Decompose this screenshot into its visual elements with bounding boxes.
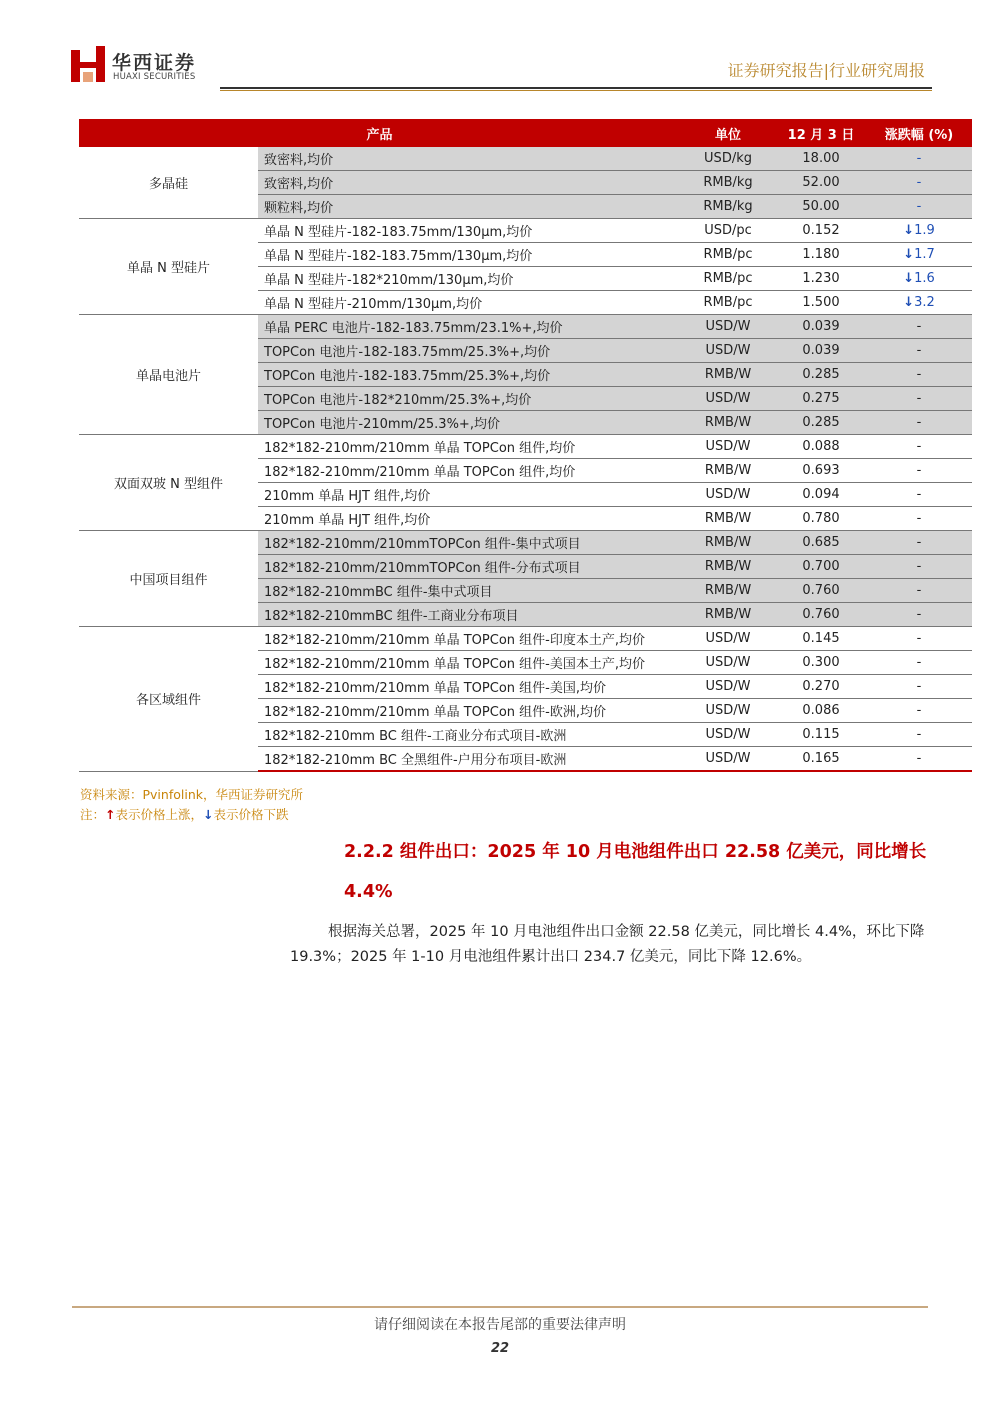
unit-cell: USD/kg: [680, 147, 776, 171]
col-header-date: 12 月 3 日: [776, 119, 866, 147]
product-cell: 致密料,均价: [258, 147, 680, 171]
product-cell: TOPCon 电池片-182-183.75mm/25.3%+,均价: [258, 339, 680, 363]
product-cell: 颗粒料,均价: [258, 195, 680, 219]
header-divider-gold: [220, 90, 932, 91]
unit-cell: RMB/pc: [680, 243, 776, 267]
change-cell: -: [866, 579, 972, 603]
product-cell: 单晶 PERC 电池片-182-183.75mm/23.1%+,均价: [258, 315, 680, 339]
change-cell: -: [866, 147, 972, 171]
unit-cell: RMB/W: [680, 579, 776, 603]
product-cell: 单晶 N 型硅片-210mm/130μm,均价: [258, 291, 680, 315]
unit-cell: RMB/W: [680, 531, 776, 555]
logo-chinese-name: 华西证券: [112, 52, 197, 74]
table-row: [79, 315, 972, 339]
table-row: [79, 219, 972, 243]
product-cell: TOPCon 电池片-182-183.75mm/25.3%+,均价: [258, 363, 680, 387]
product-cell: 单晶 N 型硅片-182*210mm/130μm,均价: [258, 267, 680, 291]
change-cell: -: [866, 195, 972, 219]
product-cell: 182*182-210mm/210mm 单晶 TOPCon 组件-美国本土产,均价: [258, 651, 680, 675]
unit-cell: RMB/kg: [680, 195, 776, 219]
category-cell: 单晶 N 型硅片: [79, 219, 258, 315]
col-header-unit: 单位: [680, 119, 776, 147]
price-cell: 0.270: [776, 675, 866, 699]
unit-cell: USD/pc: [680, 219, 776, 243]
change-cell: -: [866, 411, 972, 435]
down-legend-text: 表示价格下跌: [213, 807, 289, 822]
price-cell: 1.500: [776, 291, 866, 315]
product-cell: TOPCon 电池片-210mm/25.3%+,均价: [258, 411, 680, 435]
product-cell: 182*182-210mmBC 组件-集中式项目: [258, 579, 680, 603]
table-header-row: [79, 119, 972, 147]
up-legend-text: 表示价格上涨，: [115, 807, 204, 822]
up-arrow-icon: ↑: [105, 807, 116, 822]
change-cell: -: [866, 699, 972, 723]
unit-cell: RMB/W: [680, 603, 776, 627]
product-cell: 182*182-210mm/210mm 单晶 TOPCon 组件-欧洲,均价: [258, 699, 680, 723]
change-cell: [866, 267, 972, 291]
unit-cell: RMB/pc: [680, 291, 776, 315]
down-arrow-icon: ↓: [903, 247, 915, 262]
unit-cell: RMB/W: [680, 507, 776, 531]
change-cell: -: [866, 603, 972, 627]
product-cell: 182*182-210mm/210mmTOPCon 组件-集中式项目: [258, 531, 680, 555]
change-cell: -: [866, 315, 972, 339]
table-row: [79, 435, 972, 459]
down-arrow-icon: ↓: [903, 295, 915, 310]
price-cell: 0.039: [776, 339, 866, 363]
header-divider: [220, 87, 932, 89]
change-cell: -: [866, 531, 972, 555]
price-cell: 0.760: [776, 579, 866, 603]
product-cell: 单晶 N 型硅片-182-183.75mm/130μm,均价: [258, 219, 680, 243]
down-arrow-icon: ↓: [903, 271, 915, 286]
product-cell: 182*182-210mm/210mmTOPCon 组件-分布式项目: [258, 555, 680, 579]
price-cell: 50.00: [776, 195, 866, 219]
price-cell: 0.165: [776, 747, 866, 772]
table-row: [79, 531, 972, 555]
change-cell: -: [866, 339, 972, 363]
unit-cell: USD/W: [680, 651, 776, 675]
unit-cell: RMB/W: [680, 363, 776, 387]
legend-note: [80, 805, 303, 825]
price-cell: 0.780: [776, 507, 866, 531]
unit-cell: USD/W: [680, 723, 776, 747]
note-prefix: 注：: [80, 807, 106, 822]
change-cell: -: [866, 171, 972, 195]
section-heading: 2.2.2 组件出口：2025 年 10 月电池组件出口 22.58 亿美元，同比增长 4.4%: [344, 842, 927, 902]
unit-cell: USD/W: [680, 387, 776, 411]
category-cell: 双面双玻 N 型组件: [79, 435, 258, 531]
product-cell: 致密料,均价: [258, 171, 680, 195]
change-cell: [866, 219, 972, 243]
report-type-title: 证券研究报告|行业研究周报: [727, 61, 925, 80]
product-cell: 182*182-210mmBC 组件-工商业分布项目: [258, 603, 680, 627]
category-cell: 多晶硅: [79, 147, 258, 219]
change-cell: -: [866, 627, 972, 651]
product-cell: 182*182-210mm/210mm 单晶 TOPCon 组件,均价: [258, 459, 680, 483]
legal-disclaimer: 请仔细阅读在本报告尾部的重要法律声明: [374, 1317, 626, 1333]
product-cell: 182*182-210mm/210mm 单晶 TOPCon 组件-印度本土产,均价: [258, 627, 680, 651]
footer-divider: [72, 1306, 928, 1308]
table-row: [79, 627, 972, 651]
unit-cell: RMB/W: [680, 459, 776, 483]
price-cell: 0.275: [776, 387, 866, 411]
product-cell: 182*182-210mm/210mm 单晶 TOPCon 组件,均价: [258, 435, 680, 459]
logo-english-name: HUAXI SECURITIES: [113, 72, 196, 82]
unit-cell: USD/W: [680, 627, 776, 651]
body-paragraph: 根据海关总署，2025 年 10 月电池组件出口金额 22.58 亿美元，同比增长 4.4%，环比下降 19.3%；2025 年 1-10 月电池组件累计出口 234.7 亿美元，同比下降 12.6%。: [290, 924, 925, 965]
table-row: [79, 147, 972, 171]
change-cell: -: [866, 651, 972, 675]
product-cell: 182*182-210mm BC 组件-工商业分布式项目-欧洲: [258, 723, 680, 747]
price-cell: 0.145: [776, 627, 866, 651]
change-cell: -: [866, 723, 972, 747]
price-cell: 0.285: [776, 411, 866, 435]
price-cell: 52.00: [776, 171, 866, 195]
product-cell: TOPCon 电池片-182*210mm/25.3%+,均价: [258, 387, 680, 411]
price-cell: 0.152: [776, 219, 866, 243]
change-cell: -: [866, 507, 972, 531]
change-cell: -: [866, 747, 972, 772]
price-cell: 0.039: [776, 315, 866, 339]
table-notes: [80, 785, 303, 825]
price-cell: 0.693: [776, 459, 866, 483]
unit-cell: RMB/W: [680, 555, 776, 579]
page-number: 22: [490, 1341, 510, 1356]
price-cell: 0.300: [776, 651, 866, 675]
change-cell: -: [866, 555, 972, 579]
col-header-product: 产品: [79, 119, 680, 147]
change-cell: -: [866, 459, 972, 483]
change-value: 3.2: [914, 295, 935, 310]
price-table: [79, 119, 972, 772]
change-cell: -: [866, 363, 972, 387]
price-cell: 0.086: [776, 699, 866, 723]
price-cell: 0.685: [776, 531, 866, 555]
down-arrow-icon: ↓: [203, 807, 214, 822]
price-cell: 1.230: [776, 267, 866, 291]
price-cell: 0.088: [776, 435, 866, 459]
unit-cell: RMB/pc: [680, 267, 776, 291]
price-cell: 1.180: [776, 243, 866, 267]
col-header-change: 涨跌幅 (%): [866, 119, 972, 147]
huaxi-logo-icon: [70, 44, 106, 84]
change-cell: [866, 291, 972, 315]
unit-cell: USD/W: [680, 339, 776, 363]
product-cell: 210mm 单晶 HJT 组件,均价: [258, 483, 680, 507]
price-cell: 0.760: [776, 603, 866, 627]
product-cell: 182*182-210mm BC 全黑组件-户用分布项目-欧洲: [258, 747, 680, 772]
unit-cell: RMB/kg: [680, 171, 776, 195]
source-note: 资料来源：Pvinfolink，华西证券研究所: [80, 787, 303, 802]
change-cell: [866, 243, 972, 267]
table-body: [79, 147, 972, 771]
change-cell: -: [866, 483, 972, 507]
change-value: 1.6: [914, 271, 935, 286]
price-cell: 18.00: [776, 147, 866, 171]
price-cell: 0.700: [776, 555, 866, 579]
product-cell: 182*182-210mm/210mm 单晶 TOPCon 组件-美国,均价: [258, 675, 680, 699]
unit-cell: USD/W: [680, 435, 776, 459]
change-cell: -: [866, 675, 972, 699]
price-cell: 0.115: [776, 723, 866, 747]
unit-cell: USD/W: [680, 675, 776, 699]
unit-cell: USD/W: [680, 483, 776, 507]
unit-cell: USD/W: [680, 747, 776, 772]
category-cell: 中国项目组件: [79, 531, 258, 627]
unit-cell: RMB/W: [680, 411, 776, 435]
change-value: 1.7: [914, 247, 935, 262]
product-cell: 单晶 N 型硅片-182-183.75mm/130μm,均价: [258, 243, 680, 267]
unit-cell: USD/W: [680, 699, 776, 723]
change-value: 1.9: [914, 223, 935, 238]
unit-cell: USD/W: [680, 315, 776, 339]
price-cell: 0.094: [776, 483, 866, 507]
category-cell: 单晶电池片: [79, 315, 258, 435]
price-cell: 0.285: [776, 363, 866, 387]
change-cell: -: [866, 387, 972, 411]
down-arrow-icon: ↓: [903, 223, 915, 238]
category-cell: 各区域组件: [79, 627, 258, 772]
change-cell: -: [866, 435, 972, 459]
product-cell: 210mm 单晶 HJT 组件,均价: [258, 507, 680, 531]
